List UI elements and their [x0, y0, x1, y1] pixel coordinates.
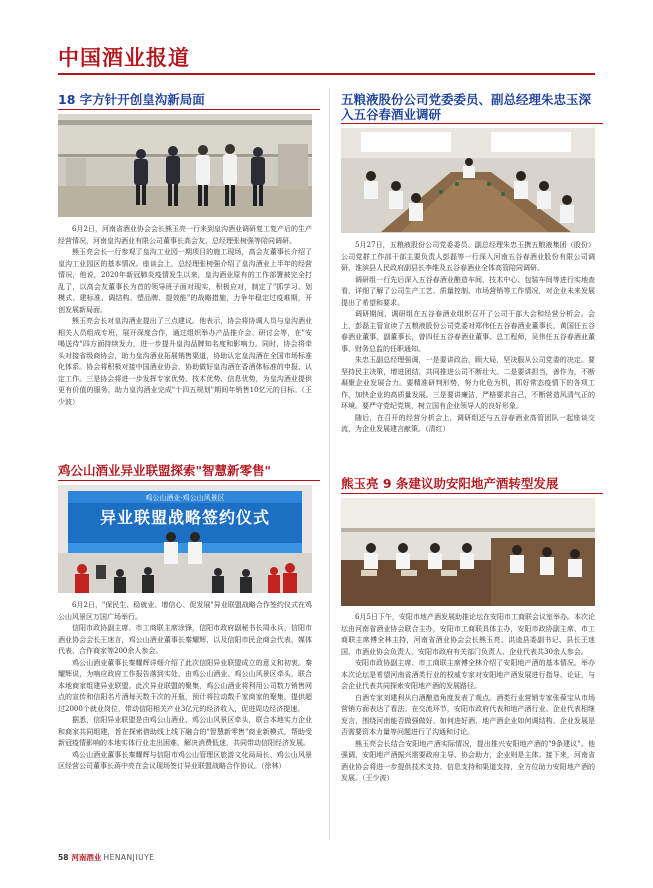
article-body	[58, 600, 312, 844]
paragraph: 随后，在召开的经营分析会上，调研组还与五谷春酒业高管团队一起座谈交流，为企业发展建言献策。（清红）	[341, 413, 595, 433]
paragraph: 据悉，信阳异业联盟是由鸡公山酒业、鸡公山风景区牵头，联合本地实力企业和商家共同组建，旨在探索借助线上线下融合的"智慧新零售"商业新模式，帮助受新冠疫情影响的本地实体行业走出困难，解决消费低迷，共同带动信阳经济发展。	[58, 716, 312, 747]
banner-line-2: 异业联盟战略签约仪式	[99, 508, 271, 527]
headline-rule	[341, 123, 603, 124]
paragraph: 朱忠玉副总经理强调，一是要讲政治，顾大局，坚决服从公司党委的决定。要坚持民主决策，增进团结，共同推进公司不断壮大。二是要讲担当，善作为，不断凝聚企业发展合力。要精准研判形势，努力化危为机，抓好常态疫情下的各项工作，加快企业的高质量发展。三是要讲廉洁，严格要求自己，不断营造风清气正的环境。要严守党纪党规，树立国有企业领导人的良好形象。	[341, 356, 595, 410]
article-photo-signing-ceremony	[58, 485, 312, 593]
paragraph: 6月2日，"保民生、稳就业、增信心、促发展"异业联盟战略合作签约仪式在鸡公山风景区万国广场举行。	[58, 601, 312, 621]
banner-line-1: 鸡公山酒业·鸡公山风景区	[145, 494, 225, 502]
article-photo-meeting	[341, 128, 595, 233]
section-title-rule	[58, 73, 595, 75]
magazine-name: 河南酒业	[71, 853, 102, 862]
paragraph: 6月2日，河南省酒业协会会长熊玉亮一行来到皇沟酒业调研复工复产后的生产经营情况，河南皇沟酒业有限公司董事长高会友、总经理张树强等陪同调研。	[58, 225, 312, 245]
paragraph: 鸡公山酒业董事长秦耀辉与信阳市鸡公山管理区旅游文化局局长、鸡公山风景区经营公司董事长蒋中亮在会议现场签订异业联盟战略合作协议。（徐林）	[58, 750, 312, 770]
article-photo-inspection	[58, 114, 312, 217]
article-headline: 熊玉亮 9 条建议助安阳地产酒转型发展	[341, 476, 559, 491]
paragraph: 熊玉亮会长结合安阳地产酒实际情况，提出推兴安阳地产酒的"9条建议"。他强调，安阳地产酒振兴需要政府主导、协会助力，企业则是主体。接下来，河南省酒业协会将进一步提供技术支持、信息支持和渠道支持，全方位助力安阳地产酒的发展。（王少波）	[341, 739, 595, 782]
article-headline: 鸡公山酒业异业联盟探索"智慧新零售"	[58, 463, 272, 478]
headline-rule	[58, 109, 320, 110]
page-footer	[58, 852, 154, 864]
paragraph: 信阳市政协副主席、市工商联主席涂锋，信阳市政府副秘书长周永兵，信阳市酒业协会会长王迷言，鸡公山酒业董事长秦耀辉，以及信阳市民企商会代表、媒体代表、合作商家等200余人参会。	[58, 624, 312, 655]
article-body	[58, 224, 312, 446]
magazine-pinyin: HENANJIUYE	[103, 853, 155, 862]
headline-rule	[341, 493, 603, 494]
paragraph: 鸡公山酒业董事长秦耀辉详细介绍了此次信阳异业联盟成立的意义和初衷。秦耀辉说，为响应政府工作报告落到实处，由鸡公山酒业、鸡公山风景区牵头，联合本地商家组建异业联盟。此次异业联盟的聚集，鸡公山酒业将利用公司数万销售网点的宣传和信阳名片酒每天数千次的开瓶，预计将拉动数千家商家的聚集，提供超过2000个就业岗位，带动信阳相关产业3亿元的经济收入，促进周边经济提速。	[58, 658, 312, 713]
paragraph: 5月27日，五粮液股份公司党委委员、副总经理朱忠玉携五粮液集团（股份）公司党群工作部干部主要负责人彭磊等一行深入河南五谷春酒业股份有限公司调研，淮滨县人民政府副县长李维及五谷春酒业全体高管陪同调研。	[341, 241, 595, 272]
paragraph: 熊玉亮会长对皇沟酒业提出了三点建议。他表示，协会将协调人员与皇沟酒业相关人员组成专班，展开深度合作，通过组织举办产品推介会、研讨会等，在"安喝送待"四方面持续发力，进一步提升皇沟品牌知名度和影响力。同时，协会将牵头对接省级商协会，助力皇沟酒业拓展销售渠道，协助认定皇沟酒在全国市场标准化体系。协会将积极对接中国酒业协会，协助做好皇沟酒在香酒体标准的申报、认定工作。三是协会将进一步发挥专家优势、技术优势、信息优势，为皇沟酒业提供更有价值的服务，助力皇沟酒业完成"十四五规划"期间年销售10亿元的目标。（王少波）	[58, 317, 312, 406]
paragraph: 安阳市政协副主席、市工商联主席傅全林介绍了安阳地产酒的基本情况。举办本次论坛是希望河南省酒类行业的权威专家对安阳地产酒发展进行指导、论证，与会企业代表共同探索安阳地产酒的发展路径。	[341, 659, 595, 690]
article-headline: 18 字方针开创皇沟新局面	[58, 92, 205, 107]
paragraph: 白酒专家刘建利从白酒酿造角度发表了观点。酒类行业营销专家张葆宝从市场营销方面表达了看法。在交流环节，安阳市政府代表和地产酒行业、企业代表相继发言，围绕河南能否做强做好、如何进好酒、地产酒企业如何调结构、企业发展是否需要资本力量等问题进行了沟通和讨论。	[341, 693, 595, 736]
section-title: 中国酒业报道	[58, 46, 190, 70]
column-divider	[329, 88, 330, 840]
article-body	[341, 612, 595, 846]
article-body	[341, 240, 595, 474]
article-photo-forum	[341, 498, 595, 606]
paragraph: 调研期间，调研组在五谷春酒业组织召开了公司干部大会和经营分析会。会上，彭磊主管宣读了五粮液股份公司党委对郑伟任五谷春酒业董事长，黄国任五谷春酒业董事、副董事长，曾四任五谷春酒业董事、总工程师，吴伟任五谷春酒业董事、财务总监的任职通知。	[341, 310, 595, 353]
headline-rule	[58, 480, 320, 481]
paragraph: 熊玉亮会长一行参观了皇沟工业园一期项目的施工现场，高会友董事长介绍了皇沟工业园区的基本情况。座谈会上，总经理张树强介绍了皇沟酒业上半年的经营情况，他说，2020年新冠肺炎疫情发生以来，皇沟酒业原有的工作部署被完全打乱了，以高会友董事长为首的领导班子面对现实，积极应对，制定了"抓学习、划模式、建标准、调结构、塑品牌、提效能"的战略措施，力争年稳定过疫难期，开创发展新局面。	[58, 248, 312, 314]
page-number: 58	[58, 853, 69, 862]
article-headline: 五粮液股份公司党委委员、副总经理朱忠玉深入五谷春酒业调研	[341, 92, 592, 122]
paragraph: 调研组一行先后深入五谷春酒业酿造车间、技术中心、包装车间等进行实地查看，详细了解了公司生产工艺、质量控制、市场营销等工作情况，对企业未来发展提出了希望和要求。	[341, 275, 595, 307]
paragraph: 6月5日下午，安阳市地产酒发展助推论坛在安阳市工商联会议室举办。本次论坛由河南省酒业协会联合主办，安阳市工商联具体主办，安阳市政协副主席、市工商联主席傅全林主持，河南省酒业协会会长熊玉亮、洪逵县委副书记、县长王迷国、市酒业协会负责人，安阳市政府有关部门负责人、企业代表共30余人参会。	[341, 613, 595, 656]
